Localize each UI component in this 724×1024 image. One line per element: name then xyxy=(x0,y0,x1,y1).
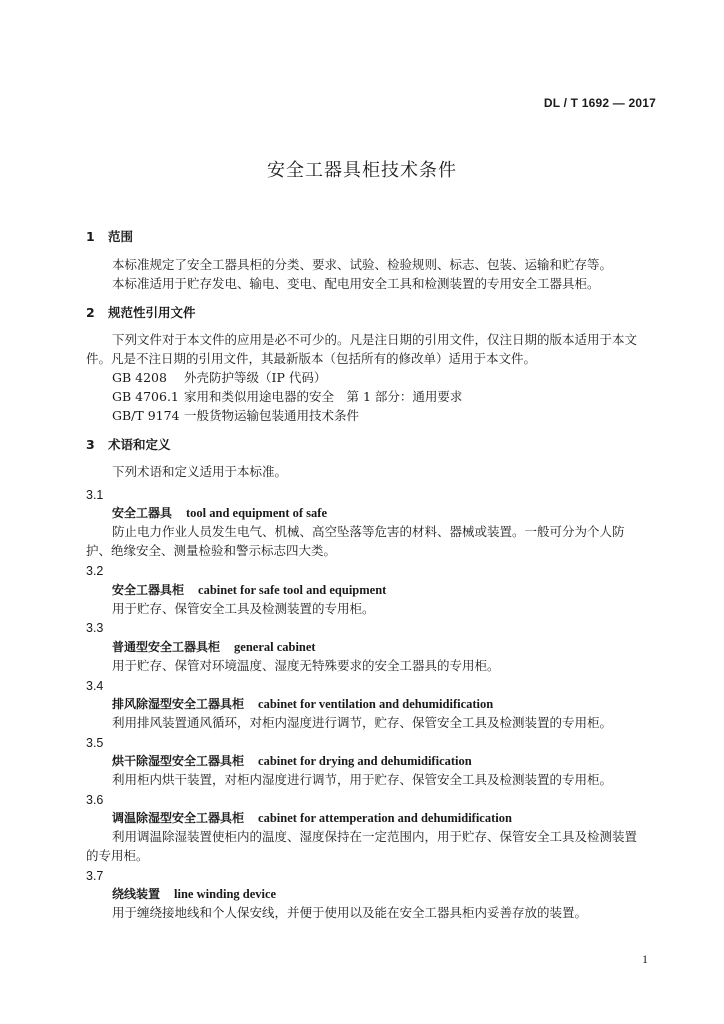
term-zh: 普通型安全工器具柜 xyxy=(112,640,221,654)
term-definition: 用于缠绕接地线和个人保安线，并便于使用以及能在安全工器具柜内妥善存放的装置。 xyxy=(112,905,588,920)
section-1-heading xyxy=(86,229,133,245)
term-definition-continued: 的专用柜。 xyxy=(86,848,149,863)
section-title: 范围 xyxy=(108,229,134,244)
reference-code: GB 4706.1 xyxy=(112,389,179,404)
section-2-heading xyxy=(86,305,196,321)
term-definition: 利用排风装置通风循环，对柜内湿度进行调节，贮存、保管安全工具及检测装置的专用柜。 xyxy=(112,715,613,730)
reference-item xyxy=(112,370,326,386)
term-definition: 用于贮存、保管对环境温度、湿度无特殊要求的安全工器具的专用柜。 xyxy=(112,658,500,673)
term-number: 3.6 xyxy=(86,793,104,807)
section-2-paragraph-line-1: 下列文件对于本文件的应用是必不可少的。凡是注日期的引用文件，仅注日期的版本适用于本文 xyxy=(112,332,638,347)
reference-title: 家用和类似用途电器的安全 第 1 部分：通用要求 xyxy=(184,389,463,404)
term-zh: 安全工器具柜 xyxy=(112,583,185,597)
section-number: 1 xyxy=(86,229,95,244)
term-definition: 防止电力作业人员发生电气、机械、高空坠落等危害的材料、器械或装置。一般可分为个人防 xyxy=(112,524,625,539)
reference-code: GB/T 9174 xyxy=(112,408,180,423)
section-number: 2 xyxy=(86,305,95,320)
term-heading xyxy=(112,582,386,598)
term-en: line winding device xyxy=(174,887,277,901)
term-number: 3.4 xyxy=(86,679,104,693)
section-3-heading xyxy=(86,437,171,453)
document-title: 安全工器具柜技术条件 xyxy=(267,160,457,181)
term-heading xyxy=(112,696,493,712)
term-en: cabinet for drying and dehumidification xyxy=(258,754,472,768)
term-heading xyxy=(112,505,327,521)
section-1-paragraph-2: 本标准适用于贮存发电、输电、变电、配电用安全工具和检测装置的专用安全工器具柜。 xyxy=(112,276,600,291)
reference-title: 一般货物运输包装通用技术条件 xyxy=(184,408,360,423)
section-title: 术语和定义 xyxy=(108,437,171,452)
term-number: 3.1 xyxy=(86,488,104,502)
reference-code: GB 4208 xyxy=(112,370,167,385)
reference-item xyxy=(112,408,359,424)
term-number: 3.2 xyxy=(86,564,104,578)
term-heading xyxy=(112,639,316,655)
term-en: cabinet for safe tool and equipment xyxy=(198,583,387,597)
term-definition: 利用柜内烘干装置，对柜内湿度进行调节，用于贮存、保管安全工具及检测装置的专用柜。 xyxy=(112,772,613,787)
section-1-paragraph-1: 本标准规定了安全工器具柜的分类、要求、试验、检验规则、标志、包装、运输和贮存等。 xyxy=(112,257,613,272)
section-2-paragraph-line-2: 件。凡是不注日期的引用文件，其最新版本（包括所有的修改单）适用于本文件。 xyxy=(86,351,537,366)
term-en: general cabinet xyxy=(234,640,316,654)
section-title: 规范性引用文件 xyxy=(108,305,196,320)
term-zh: 调温除湿型安全工器具柜 xyxy=(112,811,245,825)
term-number: 3.3 xyxy=(86,621,104,635)
section-number: 3 xyxy=(86,437,95,452)
term-zh: 绕线装置 xyxy=(112,887,161,901)
page-number: 1 xyxy=(642,952,648,966)
term-zh: 排风除湿型安全工器具柜 xyxy=(112,697,245,711)
term-heading xyxy=(112,810,512,826)
term-definition-continued: 护、绝缘安全、测量检验和警示标志四大类。 xyxy=(86,543,337,558)
term-heading xyxy=(112,753,472,769)
term-en: cabinet for attemperation and dehumidification xyxy=(258,811,512,825)
term-zh: 安全工器具 xyxy=(112,506,173,520)
term-definition: 利用调温除湿装置使柜内的温度、湿度保持在一定范围内，用于贮存、保管安全工具及检测装置 xyxy=(112,829,638,844)
section-3-intro: 下列术语和定义适用于本标准。 xyxy=(112,464,288,479)
term-definition: 用于贮存、保管安全工具及检测装置的专用柜。 xyxy=(112,601,375,616)
term-number: 3.7 xyxy=(86,869,104,883)
term-en: cabinet for ventilation and dehumidification xyxy=(258,697,494,711)
reference-item xyxy=(112,389,462,405)
reference-title: 外壳防护等级（IP 代码） xyxy=(184,370,327,385)
term-heading xyxy=(112,886,276,902)
term-number: 3.5 xyxy=(86,736,104,750)
term-zh: 烘干除湿型安全工器具柜 xyxy=(112,754,245,768)
term-en: tool and equipment of safe xyxy=(186,506,327,520)
document-code: DL / T 1692 — 2017 xyxy=(543,96,656,110)
